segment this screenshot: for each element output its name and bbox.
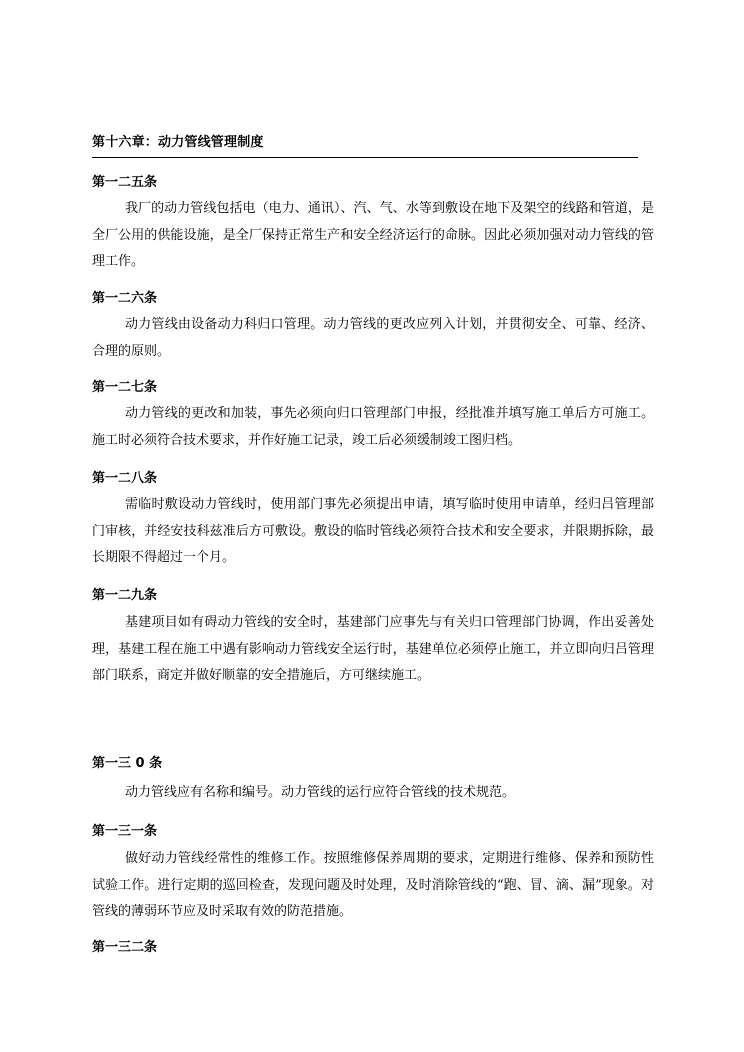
article-title: 第一二五条 — [92, 175, 158, 190]
article-title: 第一二七条 — [92, 380, 158, 395]
article-title: 第一二六条 — [92, 291, 158, 306]
article-body: 基建项目如有碍动力管线的安全时，基建部门应事先与有关归口管理部门协调，作出妥善处理，基建工程在施工中遇有影响动力管线安全运行时，基建单位必须停止施工，并立即向归吕管理部门联系，商定并做好顺靠的安全措施后，方可继续施工。 — [92, 615, 654, 683]
article-body: 需临时敷设动力管线时，使用部门事先必须提出申请，填写临时使用申请单，经归吕管理部门审核，并经安技科兹准后方可敷设。敷设的临时管线必须符合技术和安全要求，并限期拆除，最长期限不得超过一个月。 — [92, 497, 654, 565]
title-divider — [92, 157, 638, 158]
article-title: 第一三 0 条 — [92, 756, 163, 771]
article-title: 第一二八条 — [92, 471, 158, 486]
article-body: 动力管线的更改和加装，事先必须向归口管理部门申报，经批准并填写施工单后方可施工。施工时必须符合技术要求，并作好施工记录，竣工后必须缓制竣工图归档。 — [92, 406, 654, 448]
chapter-title: 第十六章：动力管线管理制度 — [92, 135, 264, 150]
article-title: 第一二九条 — [92, 588, 158, 603]
article-body: 动力管线由设备动力科归口管理。动力管线的更改应列入计划，并贯彻安全、可靠、经济、合理的原则。 — [92, 317, 654, 359]
article-title: 第一三二条 — [92, 940, 158, 955]
article-body: 做好动力管线经常性的维修工作。按照维修保养周期的要求，定期进行维修、保养和预防性试验工作。进行定期的巡回检查，发现问题及时处理，及时消除管线的“跑、冒、滴、漏”现象。对管线的薄弱环节应及时采取有效的防范措施。 — [92, 851, 654, 919]
article-title: 第一三一条 — [92, 824, 158, 839]
article-body: 动力管线应有名称和编号。动力管线的运行应符合管线的技术规范。 — [125, 785, 516, 800]
article-body: 我厂的动力管线包括电（电力、通讯）、汽、气、水等到敷设在地下及架空的线路和管道，是全厂公用的供能设施，是全厂保持正常生产和安全经济运行的命脉。因此必须加强对动力管线的管理工作。 — [92, 201, 654, 269]
